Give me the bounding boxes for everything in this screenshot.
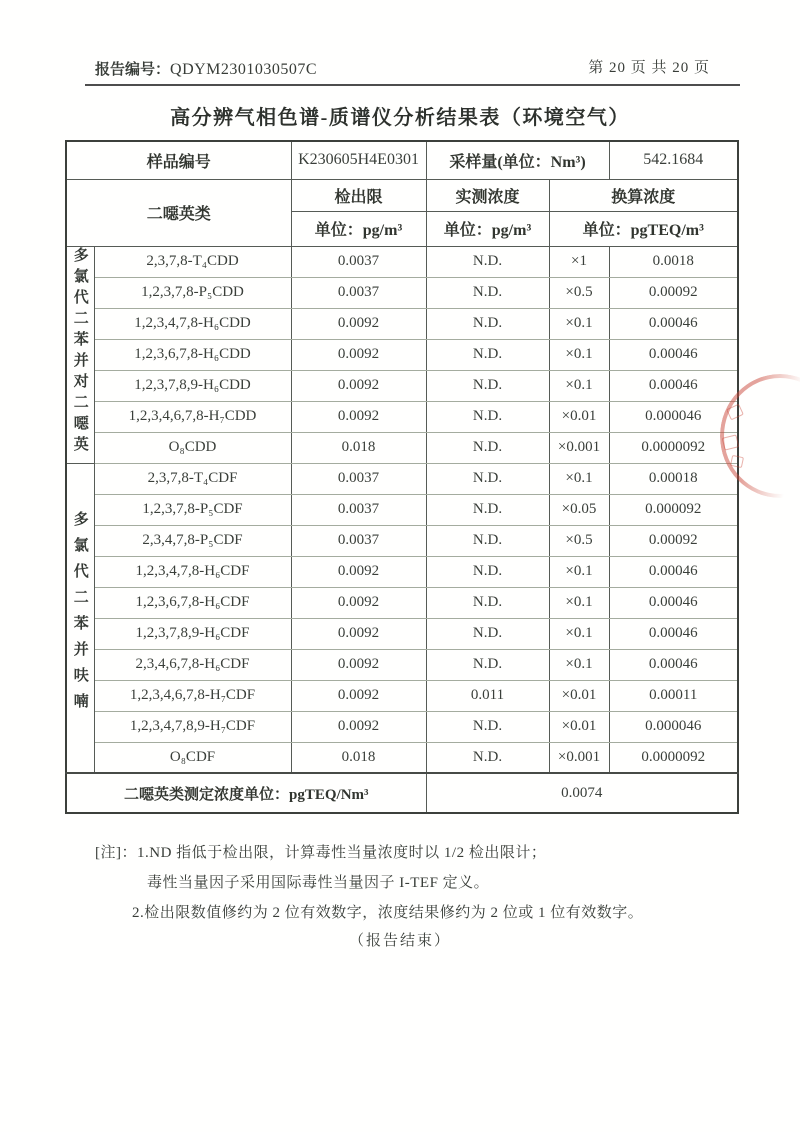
table-row [66, 711, 738, 742]
report-number-value: QDYM2301030507C [170, 61, 318, 78]
teq-value: 0.00046 [609, 587, 738, 618]
tef-factor: ×1 [549, 246, 609, 277]
summary-value: 0.0074 [426, 773, 738, 813]
tef-factor: ×0.1 [549, 618, 609, 649]
measured-value: N.D. [426, 277, 549, 308]
table-row [66, 587, 738, 618]
tef-factor: ×0.5 [549, 525, 609, 556]
congener-name: 2,3,7,8-T₄CDF [94, 463, 291, 494]
detection-limit-value: 0.0037 [291, 525, 426, 556]
report-end-mark: （报告结束） [348, 933, 451, 949]
tef-factor: ×0.1 [549, 556, 609, 587]
detection-limit-header: 检出限 [291, 179, 426, 211]
measured-value: N.D. [426, 401, 549, 432]
table-row [66, 742, 738, 773]
detection-limit-value: 0.0092 [291, 649, 426, 680]
tef-factor: ×0.01 [549, 680, 609, 711]
measured-value: N.D. [426, 649, 549, 680]
detection-limit-value: 0.018 [291, 742, 426, 773]
teq-value: 0.00011 [609, 680, 738, 711]
results-table-wrapper [65, 140, 739, 814]
tef-factor: ×0.01 [549, 711, 609, 742]
table-row [66, 556, 738, 587]
detection-limit-value: 0.0092 [291, 339, 426, 370]
measured-value: N.D. [426, 308, 549, 339]
table-row [66, 618, 738, 649]
detection-limit-value: 0.0037 [291, 463, 426, 494]
measured-value: N.D. [426, 742, 549, 773]
table-row [66, 339, 738, 370]
page-indicator: 第 20 页 共 20 页 [588, 60, 710, 76]
detection-limit-value: 0.0037 [291, 246, 426, 277]
congener-name: 1,2,3,4,7,8-H₆CDD [94, 308, 291, 339]
congener-name: 1,2,3,4,7,8,9-H₇CDF [94, 711, 291, 742]
converted-unit: 单位：pgTEQ/m³ [549, 211, 738, 246]
footnote-line: 2.检出限数值修约为 2 位有效数字，浓度结果修约为 2 位或 1 位有效数字。 [132, 905, 644, 921]
tef-factor: ×0.1 [549, 339, 609, 370]
detection-limit-value: 0.0092 [291, 711, 426, 742]
measured-value: N.D. [426, 556, 549, 587]
congener-name: 1,2,3,7,8-P₅CDF [94, 494, 291, 525]
measured-unit: 单位：pg/m³ [426, 211, 549, 246]
tef-factor: ×0.01 [549, 401, 609, 432]
tef-factor: ×0.001 [549, 742, 609, 773]
detection-limit-unit: 单位：pg/m³ [291, 211, 426, 246]
teq-value: 0.00092 [609, 277, 738, 308]
detection-limit-value: 0.0092 [291, 587, 426, 618]
sampling-volume-label: 采样量(单位：Nm³) [426, 141, 609, 179]
teq-value: 0.000092 [609, 494, 738, 525]
table-row [66, 649, 738, 680]
sample-id-label: 样品编号 [66, 141, 291, 179]
table-row [66, 525, 738, 556]
measured-value: N.D. [426, 618, 549, 649]
sample-info-row [66, 141, 738, 179]
teq-value: 0.0018 [609, 246, 738, 277]
table-footer [66, 773, 738, 813]
tef-factor: ×0.1 [549, 649, 609, 680]
table-row [66, 277, 738, 308]
sample-id-value: K230605H4E0301 [291, 141, 426, 179]
teq-value: 0.0000092 [609, 742, 738, 773]
teq-value: 0.00046 [609, 370, 738, 401]
detection-limit-value: 0.0092 [291, 680, 426, 711]
summary-label: 二噁英类测定浓度单位：pgTEQ/Nm³ [66, 773, 426, 813]
congener-name: 2,3,4,6,7,8-H₆CDF [94, 649, 291, 680]
congener-name: 1,2,3,7,8-P₅CDD [94, 277, 291, 308]
teq-value: 0.000046 [609, 711, 738, 742]
table-row [66, 246, 738, 277]
detection-limit-value: 0.0092 [291, 308, 426, 339]
congener-name: 1,2,3,7,8,9-H₆CDD [94, 370, 291, 401]
report-number-label: 报告编号： [95, 62, 171, 78]
detection-limit-value: 0.0092 [291, 618, 426, 649]
group-label-cell [66, 463, 94, 773]
tef-factor: ×0.05 [549, 494, 609, 525]
measured-value: N.D. [426, 432, 549, 463]
detection-limit-value: 0.0092 [291, 401, 426, 432]
table-row [66, 401, 738, 432]
measured-value: N.D. [426, 525, 549, 556]
table-row [66, 680, 738, 711]
teq-value: 0.00046 [609, 339, 738, 370]
congener-name: 2,3,7,8-T₄CDD [94, 246, 291, 277]
teq-value: 0.0000092 [609, 432, 738, 463]
document-title: 高分辨气相色谱-质谱仪分析结果表（环境空气） [170, 107, 630, 129]
table-row [66, 432, 738, 463]
congener-name: 1,2,3,4,6,7,8-H₇CDD [94, 401, 291, 432]
measured-value: N.D. [426, 339, 549, 370]
measured-value: N.D. [426, 494, 549, 525]
congener-name: 1,2,3,6,7,8-H₆CDF [94, 587, 291, 618]
table-row [66, 308, 738, 339]
footnote-line: 毒性当量因子采用国际毒性当量因子 I-TEF 定义。 [147, 875, 490, 891]
group-label-text: 多氯代二苯并对二噁英 [71, 247, 88, 457]
measured-value: N.D. [426, 370, 549, 401]
congener-name: O₈CDF [94, 742, 291, 773]
tef-factor: ×0.5 [549, 277, 609, 308]
congener-tbody [66, 246, 738, 773]
measured-value: N.D. [426, 246, 549, 277]
results-table [65, 140, 739, 814]
group-label-text: 多氯代二苯并呋喃 [71, 511, 88, 720]
detection-limit-value: 0.0037 [291, 277, 426, 308]
congener-name: O₈CDD [94, 432, 291, 463]
teq-value: 0.00092 [609, 525, 738, 556]
measured-value: N.D. [426, 463, 549, 494]
table-row [66, 494, 738, 525]
teq-value: 0.00046 [609, 308, 738, 339]
congener-name: 1,2,3,6,7,8-H₆CDD [94, 339, 291, 370]
congener-name: 1,2,3,4,7,8-H₆CDF [94, 556, 291, 587]
footnotes [95, 843, 643, 933]
teq-value: 0.00046 [609, 618, 738, 649]
analyte-class-header: 二噁英类 [66, 179, 291, 246]
tef-factor: ×0.001 [549, 432, 609, 463]
tef-factor: ×0.1 [549, 463, 609, 494]
detection-limit-value: 0.0092 [291, 556, 426, 587]
table-row [66, 370, 738, 401]
table-row [66, 463, 738, 494]
summary-row [66, 773, 738, 813]
teq-value: 0.00046 [609, 556, 738, 587]
footnote-line: [注]：1.ND 指低于检出限，计算毒性当量浓度时以 1/2 检出限计； [95, 845, 547, 861]
measured-value: N.D. [426, 711, 549, 742]
header-divider [85, 84, 740, 86]
sampling-volume-value: 542.1684 [609, 141, 738, 179]
congener-name: 2,3,4,7,8-P₅CDF [94, 525, 291, 556]
measured-value: N.D. [426, 587, 549, 618]
teq-value: 0.00046 [609, 649, 738, 680]
converted-header: 换算浓度 [549, 179, 738, 211]
measured-value: 0.011 [426, 680, 549, 711]
tef-factor: ×0.1 [549, 587, 609, 618]
group-label-cell [66, 246, 94, 463]
detection-limit-value: 0.0092 [291, 370, 426, 401]
detection-limit-value: 0.018 [291, 432, 426, 463]
congener-name: 1,2,3,7,8,9-H₆CDF [94, 618, 291, 649]
measured-header: 实测浓度 [426, 179, 549, 211]
tef-factor: ×0.1 [549, 370, 609, 401]
table-header [66, 141, 738, 246]
column-header-row [66, 179, 738, 211]
tef-factor: ×0.1 [549, 308, 609, 339]
detection-limit-value: 0.0037 [291, 494, 426, 525]
teq-value: 0.000046 [609, 401, 738, 432]
teq-value: 0.00018 [609, 463, 738, 494]
report-number [95, 58, 317, 79]
congener-name: 1,2,3,4,6,7,8-H₇CDF [94, 680, 291, 711]
